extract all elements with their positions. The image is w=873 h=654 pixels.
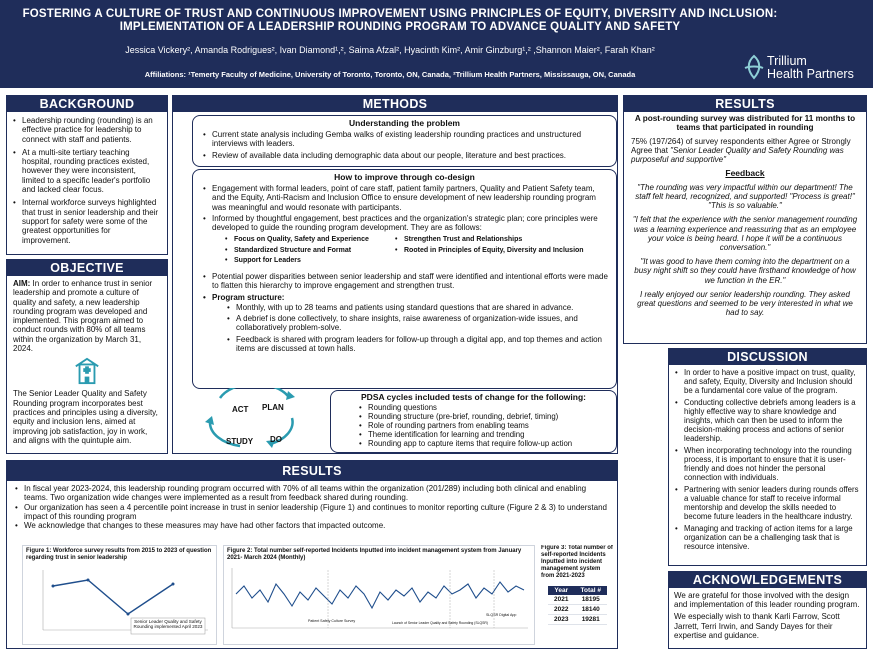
ack-paragraph: We are grateful for those involved with the design and implementation of this leader rounding program. <box>674 591 860 610</box>
pdsa-do: DO <box>270 435 282 444</box>
feedback-quote: "The rounding was very impactful within our department! The staff felt heard, recognized, and supported! "Process is great!" "This is so valuable." <box>635 182 855 211</box>
col-year: Year <box>548 586 574 595</box>
understanding-item: • Review of available data including demographic data about our people, literature and best practices. <box>203 151 608 160</box>
col-total: Total # <box>575 586 607 595</box>
results-right-heading: RESULTS <box>624 96 866 112</box>
structure-item: • A debrief is done collectively, to share insights, raise awareness of organization-wide issues, and collaboratively problem-solve. <box>227 314 608 333</box>
results-bottom-heading: RESULTS <box>7 461 617 481</box>
understanding-panel <box>192 115 617 167</box>
table-row <box>548 595 607 605</box>
figure-2 <box>223 545 535 645</box>
fig2-annotation-app: SLQSR Digital App <box>486 613 517 617</box>
year-cell: 2022 <box>548 605 574 615</box>
principle-item: • Strengthen Trust and Relationships <box>395 235 606 246</box>
figure-3 <box>540 545 615 645</box>
pdsa-item: • Rounding structure (pre-brief, rounding, debrief, timing) <box>359 412 610 421</box>
pdsa-plan: PLAN <box>262 403 284 412</box>
affiliations: Affiliations: ¹Temerty Faculty of Medicine, University of Toronto, Toronto, ON, Canada, ²Trillium Health Partners, Mississauga, ON, Canada <box>144 70 636 79</box>
pdsa-item: • Role of rounding partners from enabling teams <box>359 421 610 430</box>
hospital-icon <box>73 357 101 385</box>
year-cell: 2021 <box>548 595 574 605</box>
discussion-item: • In order to have a positive impact on trust, quality, and safety, Equity, Diversity and Inclusion should be a fundamental core value of the program. <box>675 368 860 395</box>
codesign-title: How to improve through co-design <box>334 172 475 182</box>
pdsa-item: • Theme identification for learning and trending <box>359 430 610 439</box>
acknowledgements-section <box>668 571 867 649</box>
background-item: • Internal workforce surveys highlighted that trust in senior leadership and their support for safety were some of the greatest opportunities for improvement. <box>13 198 161 244</box>
survey-lead: A post-rounding survey was distributed for 11 months to teams that participated in rounding <box>634 114 856 133</box>
author-list: Jessica Vickery², Amanda Rodrigues², Ivan Diamond¹,², Saima Afzal², Hyacinth Kim², Amir Ginzburg¹,² ,Shannon Maier², Farah Khan² <box>125 45 655 55</box>
aim-label: AIM: <box>13 279 31 288</box>
discussion-section <box>668 348 867 566</box>
figure-1-title: Figure 1: Workforce survey results from 2015 to 2023 of question regarding trust in senior leadership <box>26 548 212 561</box>
principle-item: • Rooted in Principles of Equity, Diversity and Inclusion <box>395 246 606 257</box>
trillium-leaf-icon <box>743 54 765 80</box>
figure-1 <box>22 545 217 645</box>
fig1-point <box>127 613 130 616</box>
understanding-title: Understanding the problem <box>349 118 460 128</box>
principle-item: • Support for Leaders <box>225 256 395 267</box>
methods-heading: METHODS <box>173 96 617 112</box>
total-cell: 18195 <box>575 595 607 605</box>
results-item: • We acknowledge that changes to these measures may have had other factors that impacted outcome. <box>15 521 609 530</box>
total-cell: 18140 <box>575 605 607 615</box>
codesign-item: • Informed by thoughtful engagement, best practices and the organization's strategic plan; core principles were developed to guide the rounding program development. They are as follows: <box>203 214 608 233</box>
codesign-panel <box>192 169 617 389</box>
survey-stat-text: 75% (197/264) of survey respondents either Agree or Strongly Agree that <box>631 136 851 156</box>
structure-item: • Feedback is shared with program leaders for follow-up through a digital app, and top themes and action items are discussed at town halls. <box>227 335 608 354</box>
pdsa-panel <box>330 390 617 453</box>
table-row <box>548 605 607 615</box>
principle-item: • Focus on Quality, Safety and Experience <box>225 235 395 246</box>
year-cell: 2023 <box>548 615 574 625</box>
figure-3-title: Figure 3: Total number of self-reported Incidents Inputted into incident management system from 2021-2023 <box>541 545 613 579</box>
fig1-point <box>172 583 175 586</box>
results-right-section <box>623 95 867 344</box>
discussion-item: • When incorporating technology into the rounding process, it is important to ensure that it is user-friendly and does not hinder the personal connection with individuals. <box>675 446 860 482</box>
background-section <box>6 95 168 255</box>
fig2-annotation-launch: Launch of Senior Leader Quality and Safety Rounding (SLQSR) <box>392 621 488 625</box>
figure-1-chart <box>23 564 213 638</box>
principle-item: • Standardized Structure and Format <box>225 246 395 257</box>
core-principles <box>193 232 616 270</box>
ack-paragraph: We especially wish to thank Karli Farrow, Scott Jarrett, Terri Irwin, and Sandy Dayes for their expertise and guidance. <box>674 612 840 640</box>
objective-aim <box>13 279 161 353</box>
codesign-item: • Engagement with formal leaders, point of care staff, patient family partners, Quality and Patient Safety team, and the Equity, Anti-Racism and Inclusion Office to ensure development of new leadership rounding program was meaningful and would resonate with participants. <box>203 184 608 212</box>
objective-heading: OBJECTIVE <box>7 260 167 276</box>
objective-body: The Senior Leader Quality and Safety Rounding program incorporates best practices and principles using a diversity, equity and inclusion lens, aimed at improving job satisfaction, joy in work, and aligns with the quintuple aim. <box>13 389 158 445</box>
pdsa-item: • Rounding questions <box>359 403 610 412</box>
logo-line-1: Trillium <box>767 54 807 68</box>
feedback-quote: "It was good to have them coming into the department on a busy night shift so they could have firsthand knowledge of how we function in the ER." <box>634 257 856 285</box>
structure-item: • Monthly, with up to 28 teams and patients using standard questions that are shared in advance. <box>227 303 608 312</box>
total-cell: 19281 <box>575 615 607 625</box>
table-row <box>548 615 607 625</box>
power-disparities: • Potential power disparities between senior leadership and staff were identified and intentional efforts were made to flatten this hierarchy to improve engagement and strengthen trust. <box>203 272 608 291</box>
poster-header <box>0 0 873 88</box>
logo-line-2: Health Partners <box>767 67 854 81</box>
fig2-annotation-culture-survey: Patient Safety Culture Survey <box>308 619 356 623</box>
survey-stat <box>631 137 859 165</box>
structure-label: • Program structure: <box>203 293 608 302</box>
pdsa-item: • Rounding app to capture items that require follow-up action <box>359 439 610 448</box>
understanding-item: • Current state analysis including Gemba walks of existing leadership rounding practices and unstructured interviews with leaders. <box>203 130 608 149</box>
feedback-quote: I really enjoyed our senior leadership rounding. They asked great questions and seemed to be very interested in what we had to say. <box>637 289 853 318</box>
discussion-heading: DISCUSSION <box>669 349 866 365</box>
table-header-row <box>548 586 607 595</box>
pdsa-study: STUDY <box>226 437 254 446</box>
figure-2-title: Figure 2: Total number self-reported Incidents Inputted into incident management system from January 2021- March 2024 (Monthly) <box>227 548 522 561</box>
pdsa-act: ACT <box>232 405 249 414</box>
fig1-point <box>52 585 55 588</box>
pdsa-cycle-diagram <box>200 388 310 452</box>
feedback-label: Feedback <box>725 167 765 178</box>
fig1-point <box>87 579 90 582</box>
poster-title: FOSTERING A CULTURE OF TRUST AND CONTINUOUS IMPROVEMENT USING PRINCIPLES OF EQUITY, DIVERSITY AND INCLUSION: IMPLEMENTATION OF A LEADERSHIP ROUNDING PROGRAM TO ADVANCE QUALITY AND SAFETY <box>22 8 778 33</box>
background-item: • Leadership rounding (rounding) is an effective practice for leadership to connect with staff and patients. <box>13 116 161 144</box>
acknowledgements-heading: ACKNOWLEDGEMENTS <box>669 572 866 588</box>
background-item: • At a multi-site tertiary teaching hospital, rounding practices existed, however they were inconsistent, limited to a specific leader's portfolio and lacked clear focus. <box>13 148 161 194</box>
fig1-trust-line <box>53 580 173 614</box>
results-item: • In fiscal year 2023-2024, this leadership rounding program occurred with 70% of all teams within the organization (201/289) including both clinical and enabling teams. Two organization wide changes were implemented as a result from feedback shared during rounding. <box>15 484 609 503</box>
pdsa-title: PDSA cycles included tests of change for the following: <box>361 392 586 402</box>
survey-stat-quote: "Senior Leader Quality and Safety Rounding was purposeful and supportive" <box>631 146 844 165</box>
discussion-item: • Conducting collective debriefs among leaders is a highly effective way to share knowledge and insights, which can then be used to inform the decision-making process and actions of senior leadership. <box>675 398 860 443</box>
figure-2-chart <box>224 564 532 640</box>
aim-text: In order to enhance trust in senior leadership and promote a culture of quality and safety, a new leadership rounding program was developed and implemented. This program aimed to conduct rounds with 80% of all teams within the organization by March 31, 2024. <box>13 279 153 354</box>
feedback-quote: "I felt that the experience with the senior management rounding was a learning experience and reassuring that as an employee your voice is being heard. I hope it will be a continuous conversation." <box>632 215 858 252</box>
fig1-annotation: Senior Leader Quality and Safety Rounding implemented April 2023 <box>133 619 203 630</box>
discussion-item: • Managing and tracking of action items for a large organization can be a challenging task that is resource intensive. <box>675 524 860 551</box>
discussion-item: • Partnering with senior leaders during rounds offers a valuable chance for staff to receive informal mentorship and develop the skills needed to become future leaders in the healthcare industry. <box>675 485 860 521</box>
trillium-logo <box>743 54 868 84</box>
fig2-incidents-line <box>236 582 524 608</box>
figure-3-table <box>548 586 607 625</box>
objective-section <box>6 259 168 454</box>
results-item: • Our organization has seen a 4 percentile point increase in trust in senior leadership (Figure 1) and continues to monitor reporting culture (Figure 2 & 3) to understand impact of this rounding program <box>15 503 609 522</box>
background-heading: BACKGROUND <box>7 96 167 112</box>
